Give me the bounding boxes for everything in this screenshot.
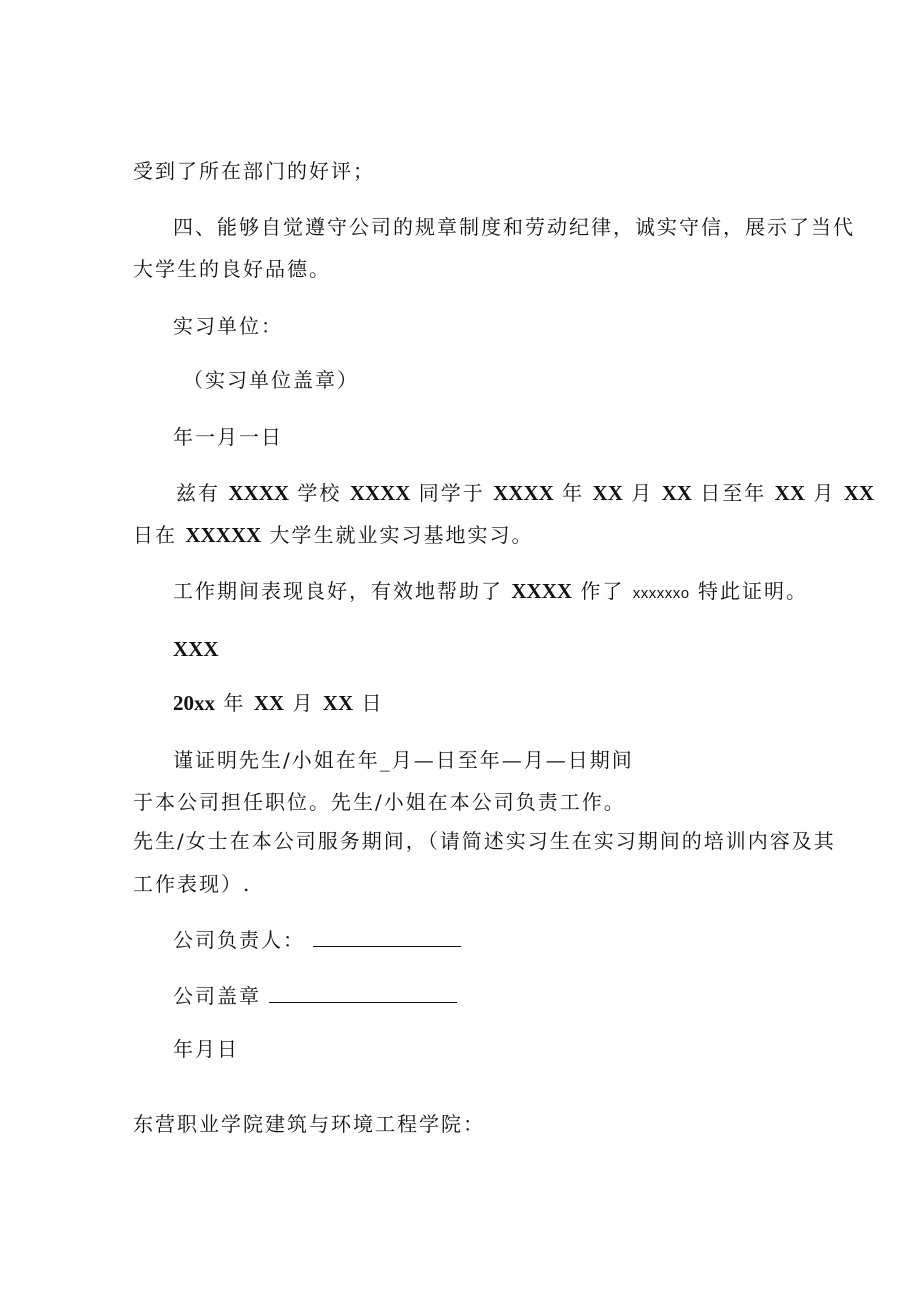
text-line-item-four-cont: 大学生的良好品德。 bbox=[133, 257, 331, 281]
placeholder-month: XX bbox=[253, 691, 285, 715]
placeholder-year: 20xx bbox=[173, 691, 215, 715]
placeholder-month: XX bbox=[592, 481, 623, 505]
certificate-paragraph-line-3 bbox=[173, 578, 808, 607]
certificate2-line-2: 于本公司担任职位。先生/小姐在本公司负责工作。 bbox=[133, 790, 626, 814]
text-line-praise: 受到了所在部门的好评； bbox=[133, 159, 375, 183]
letter-addressee: 东营职业学院建筑与环境工程学院： bbox=[133, 1112, 485, 1136]
signature-blank-line bbox=[313, 928, 461, 947]
text-span: 月 bbox=[813, 481, 836, 505]
text-span: 同学于 bbox=[418, 481, 485, 505]
placeholder-school: XXXX bbox=[228, 481, 290, 505]
text-span: 学校 bbox=[297, 481, 342, 505]
seal-note: （实习单位盖章） bbox=[183, 368, 359, 392]
date-placeholder-1: 年一月一日 bbox=[173, 425, 283, 449]
text-span: 月 bbox=[292, 691, 315, 715]
text-line-item-four: 四、能够自觉遵守公司的规章制度和劳动纪律，诚实守信，展示了当代 bbox=[173, 215, 855, 239]
text-span: 工作期间表现良好，有效地帮助了 bbox=[173, 579, 503, 603]
text-span: 日在 bbox=[133, 523, 177, 547]
placeholder-day: XX bbox=[661, 481, 692, 505]
text-span: 日 bbox=[361, 691, 384, 715]
seal-blank-line bbox=[269, 984, 457, 1003]
placeholder-company: XXXX bbox=[511, 579, 573, 603]
text-span: 年 bbox=[223, 691, 246, 715]
certificate-paragraph-line-1 bbox=[176, 480, 874, 506]
placeholder-year: XXXX bbox=[493, 481, 554, 505]
certificate-paragraph-line-2 bbox=[133, 522, 534, 548]
text-span: 年 bbox=[562, 481, 585, 505]
signer-placeholder: XXX bbox=[173, 637, 219, 661]
certificate2-line-4: 工作表现）. bbox=[133, 872, 252, 896]
text-span: 日至年 bbox=[700, 481, 767, 505]
placeholder-day: XX bbox=[843, 481, 875, 505]
placeholder-student: XXXX bbox=[349, 481, 411, 505]
company-responsible-label: 公司负责人： bbox=[173, 928, 305, 952]
company-seal-row bbox=[173, 983, 457, 1009]
company-seal-label: 公司盖章 bbox=[173, 984, 261, 1008]
placeholder-university: XXXXX bbox=[185, 523, 262, 547]
text-span: 作了 bbox=[580, 579, 625, 603]
text-span: 特此证明。 bbox=[697, 579, 808, 603]
placeholder-month: XX bbox=[774, 481, 805, 505]
certificate-date bbox=[173, 690, 383, 716]
placeholder-work: xxxxxxo bbox=[632, 585, 690, 602]
placeholder-day: XX bbox=[322, 691, 354, 715]
certificate2-line-3: 先生/女士在本公司服务期间，（请简述实习生在实习期间的培训内容及其 bbox=[133, 829, 836, 853]
text-span: 大学生就业实习基地实习。 bbox=[269, 523, 534, 547]
text-span: 月 bbox=[631, 481, 654, 505]
date-placeholder-2: 年月日 bbox=[173, 1037, 239, 1061]
certificate2-line-1: 谨证明先生/小姐在年_月—日至年—月—日期间 bbox=[173, 748, 634, 772]
internship-unit-label: 实习单位： bbox=[173, 314, 283, 338]
text-span: 兹有 bbox=[176, 481, 220, 505]
company-responsible-row bbox=[173, 927, 461, 953]
